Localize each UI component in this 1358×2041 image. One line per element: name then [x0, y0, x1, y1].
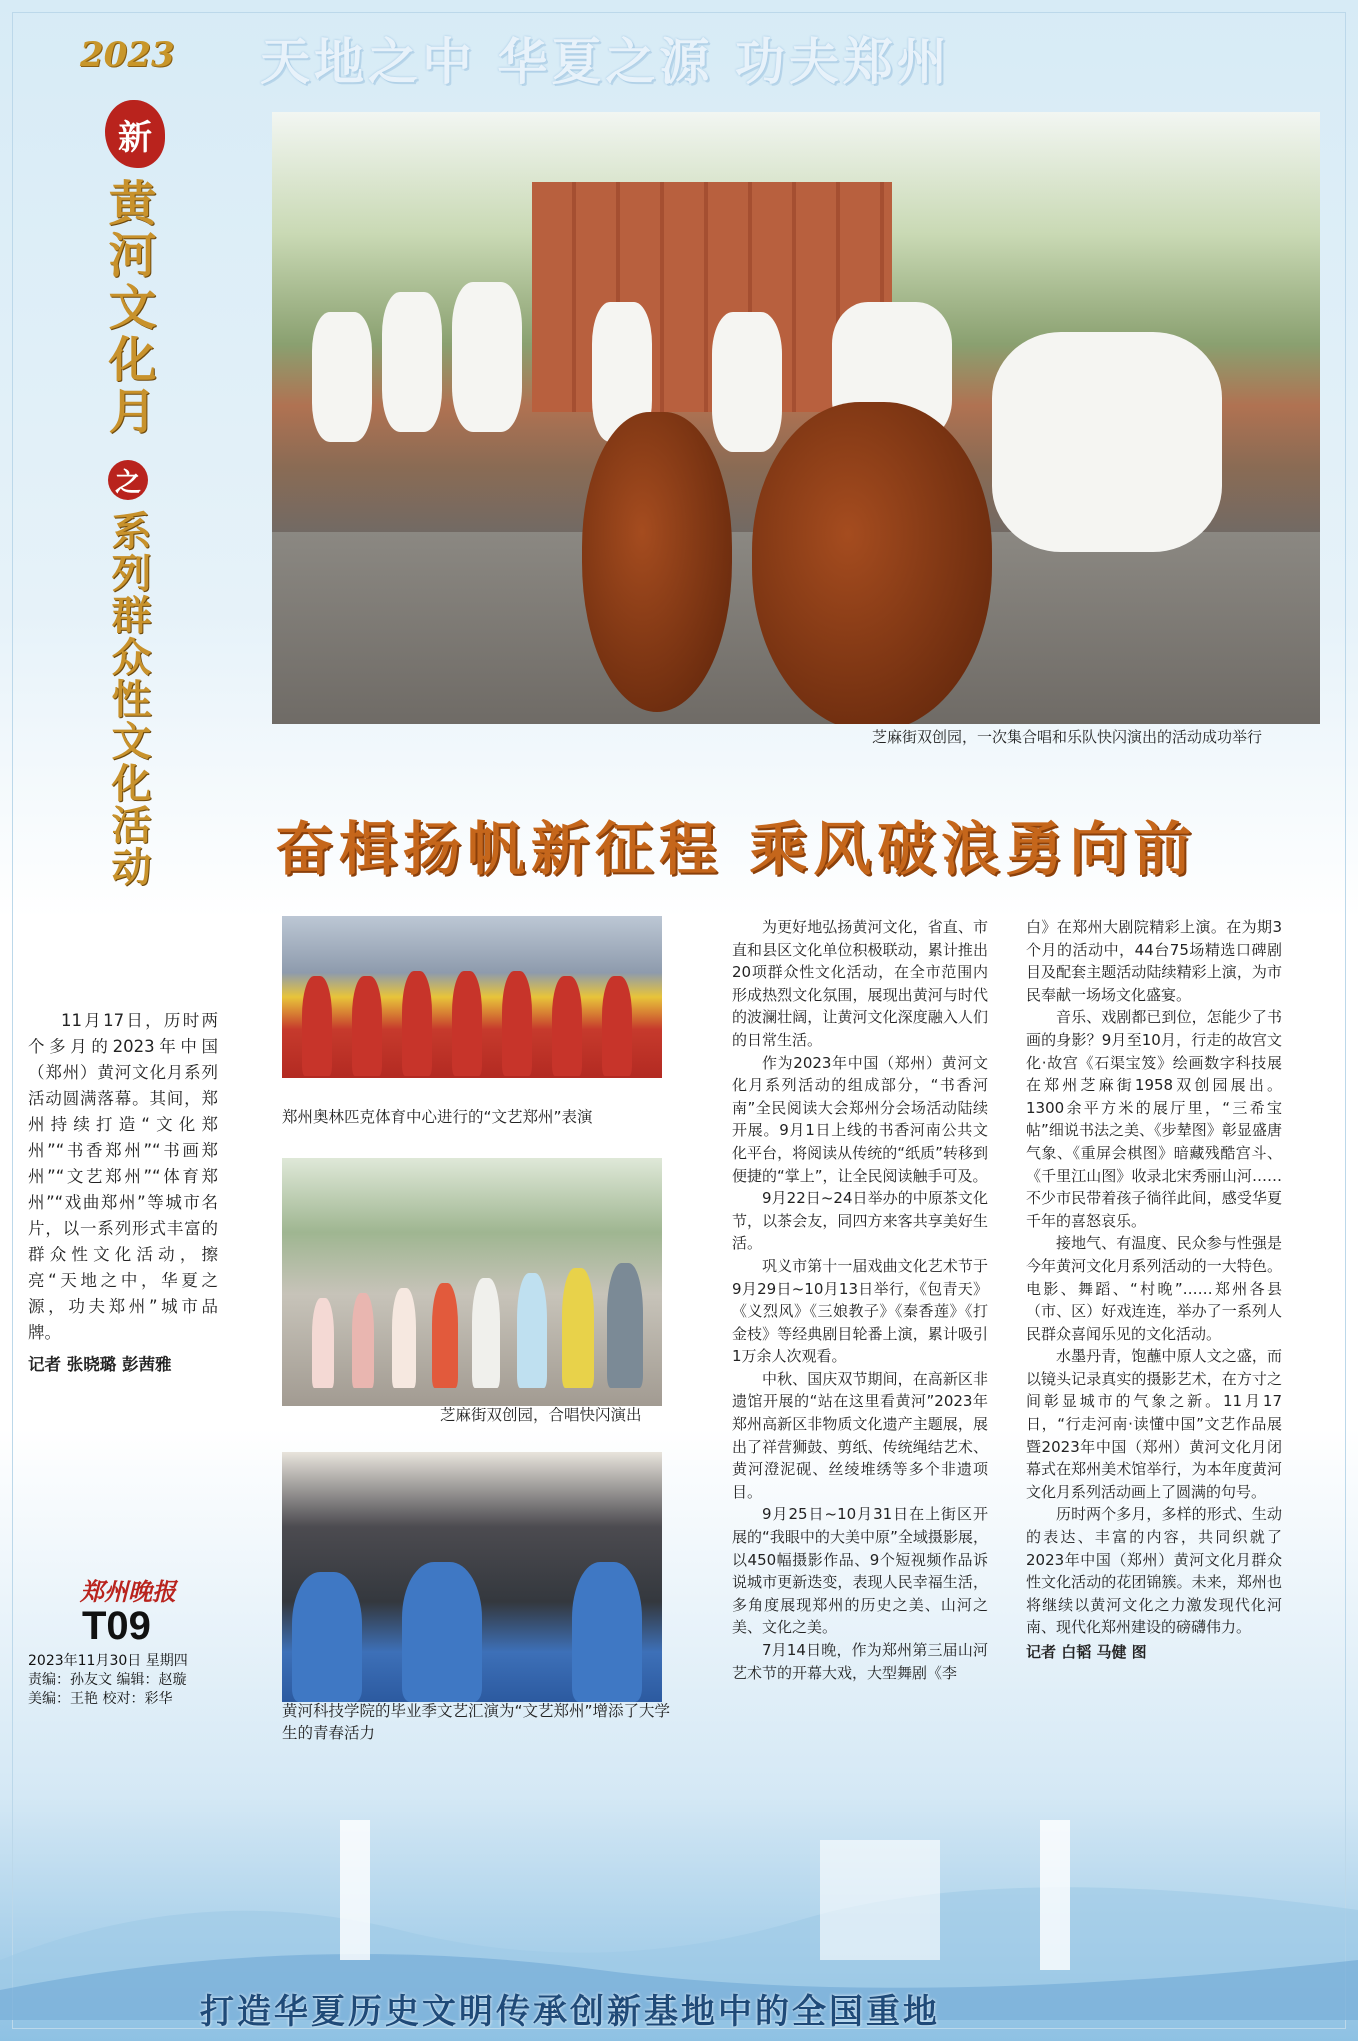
- photo-dancer: [452, 971, 482, 1076]
- article-credit: 记者 白韬 马健 图: [1026, 1643, 1147, 1661]
- article-paragraph: 7月14日晚，作为郑州第三届山河艺术节的开幕大戏，大型舞剧《李: [732, 1641, 988, 1682]
- photo-cello: [582, 412, 732, 712]
- photo-dancer: [302, 976, 332, 1076]
- photo-performer: [382, 292, 442, 432]
- article-paragraph: 9月25日~10月31日在上街区开展的“我眼中的大美中原”全域摄影展，以450幅摄影作品、9个短视频作品诉说城市更新迭变，表现人民幸福生活，多角度展现郑州的历史之美、山河之美、文化之美。: [732, 1505, 988, 1637]
- article-paragraph: 音乐、戏剧都已到位，怎能少了书画的身影？9月至10月，行走的故宫文化·故宫《石渠宝笈》绘画数字科技展在郑州芝麻街1958双创园展出。1300余平方米的展厅里，“三希宝帖”细说书法之美、《步辇图》彰显盛唐气象、《重屏会棋图》暗藏残酷宫斗、《千里江山图》收录北宋秀丽山河……不少市民带着孩子徜徉此间，感受华夏千年的喜怒哀乐。: [1026, 1008, 1282, 1230]
- article-paragraph: 白》在郑州大剧院精彩上演。在为期3个月的活动中，44台75场精选口碑剧目及配套主题活动陆续精彩上演，为市民奉献一场场文化盛宴。: [1026, 918, 1282, 1004]
- photo-stadium-performance: [282, 916, 662, 1078]
- article-paragraph: 历时两个多月，多样的形式、生动的表达、丰富的内容，共同织就了2023年中国（郑州）黄河文化月群众性文化活动的花团锦簇。未来，郑州也将继续以黄河文化之力激发现代化河南、现代化郑州建设的磅礴伟力。: [1026, 1505, 1282, 1637]
- photo-performer: [292, 1572, 362, 1702]
- photo-singer: [607, 1263, 643, 1388]
- photo-singer: [312, 1298, 334, 1388]
- issue-editors: 责编：孙友文 编辑：赵璇: [28, 1672, 187, 1688]
- photo-performer: [402, 1562, 482, 1702]
- series-title-main: 黄河文化月: [100, 178, 156, 438]
- headline: 奋楫扬帆新征程 乘风破浪勇向前: [275, 815, 1198, 883]
- year-label: 2023: [80, 35, 175, 75]
- photo-singer: [392, 1288, 416, 1388]
- photo-performer: [992, 332, 1222, 552]
- article-column-2: [1026, 916, 1282, 1664]
- bottom-slogan: 打造华夏历史文明传承创新基地中的全国重地: [200, 1992, 940, 2032]
- article-paragraph: 为更好地弘扬黄河文化，省直、市直和县区文化单位积极联动，累计推出20项群众性文化活动，在全市范围内形成热烈文化氛围，展现出黄河与时代的波澜壮阔，让黄河文化深度融入人们的日常生活。: [732, 918, 988, 1049]
- article-paragraph: 中秋、国庆双节期间，在高新区非遗馆开展的“站在这里看黄河”2023年郑州高新区非物质文化遗产主题展，展出了祥营狮鼓、剪纸、传统绳结艺术、黄河澄泥砚、丝绫堆绣等多个非遗项目。: [732, 1369, 988, 1501]
- photo-caption-3: 黄河科技学院的毕业季文艺汇演为“文艺郑州”增添了大学生的青春活力: [282, 1702, 671, 1742]
- photo-performer: [312, 312, 372, 442]
- photo-dancer: [552, 976, 582, 1076]
- article-paragraph: 水墨丹青，饱蘸中原人文之盛，而以镜头记录真实的摄影艺术，在方寸之间彰显城市的气象之新。11月17日，“行走河南·读懂中国”文艺作品展暨2023年中国（郑州）黄河文化月闭幕式在郑州美术馆举行，为本年度黄河文化月系列活动画上了圆满的句号。: [1026, 1347, 1282, 1501]
- issue-info: [28, 1652, 228, 1709]
- photo-singer: [432, 1283, 458, 1388]
- article-column-1: [732, 916, 988, 1684]
- photo-caption-1: 郑州奥林匹克体育中心进行的“文艺郑州”表演: [282, 1108, 593, 1126]
- series-title-connector: 之: [108, 460, 148, 500]
- newspaper-masthead: 郑州晚报: [80, 1577, 176, 1606]
- photo-dancer: [402, 971, 432, 1076]
- photo-performer: [452, 282, 522, 432]
- photo-dancer: [602, 976, 632, 1076]
- photo-singer: [472, 1278, 500, 1388]
- main-photo-caption: 芝麻街双创园，一次集合唱和乐队快闪演出的活动成功举行: [872, 728, 1263, 746]
- photo-singer: [517, 1273, 547, 1388]
- photo-singer: [562, 1268, 594, 1388]
- issue-design: 美编：王艳 校对：彩华: [28, 1691, 173, 1707]
- page-number: T09: [82, 1604, 151, 1648]
- photo-dancer: [502, 971, 532, 1076]
- photo-choir-flashmob: [282, 1158, 662, 1406]
- photo-caption-2: 芝麻街双创园，合唱快闪演出: [440, 1406, 642, 1424]
- photo-dancer: [352, 976, 382, 1076]
- lead-paragraph: [28, 1008, 218, 1378]
- series-title-sub: 系列群众性文化活动: [105, 510, 152, 888]
- photo-cello: [752, 402, 992, 724]
- seal-logo: 新: [105, 100, 165, 168]
- issue-date: 2023年11月30日 星期四: [28, 1653, 188, 1669]
- main-photo-orchestra: [272, 112, 1320, 724]
- article-paragraph: 9月22日~24日举办的中原茶文化节，以茶会友，同四方来客共享美好生活。: [732, 1189, 988, 1253]
- lead-byline: 记者 张晓璐 彭茜雅: [28, 1355, 172, 1374]
- lead-text: 11月17日，历时两个多月的2023年中国（郑州）黄河文化月系列活动圆满落幕。其间，郑州持续打造“文化郑州”“书香郑州”“书画郑州”“文艺郑州”“体育郑州”“戏曲郑州”等城市名片，以一系列形式丰富的群众性文化活动，擦亮“天地之中，华夏之源，功夫郑州”城市品牌。: [28, 1011, 218, 1342]
- photo-performer: [712, 312, 782, 452]
- skyline-illustration: [0, 1760, 1358, 2020]
- photo-graduation-performance: [282, 1452, 662, 1702]
- article-paragraph: 作为2023年中国（郑州）黄河文化月系列活动的组成部分，“书香河南”全民阅读大会郑州分会场活动陆续开展。9月1日上线的书香河南公共文化平台，将阅读从传统的“纸质”转移到便捷的“掌上”，让全民阅读触手可及。: [732, 1053, 988, 1185]
- photo-singer: [352, 1293, 374, 1388]
- article-paragraph: 接地气、有温度、民众参与性强是今年黄河文化月系列活动的一大特色。电影、舞蹈、“村晚”……郑州各县（市、区）好戏连连，举办了一系列人民群众喜闻乐见的文化活动。: [1026, 1234, 1282, 1343]
- article-paragraph: 巩义市第十一届戏曲文化艺术节于9月29日~10月13日举行，《包青天》《义烈风》《三娘教子》《秦香莲》《打金枝》等经典剧目轮番上演，累计吸引1万余人次观看。: [732, 1256, 988, 1366]
- photo-performer: [572, 1562, 642, 1702]
- banner-slogan: 天地之中 华夏之源 功夫郑州: [260, 33, 951, 91]
